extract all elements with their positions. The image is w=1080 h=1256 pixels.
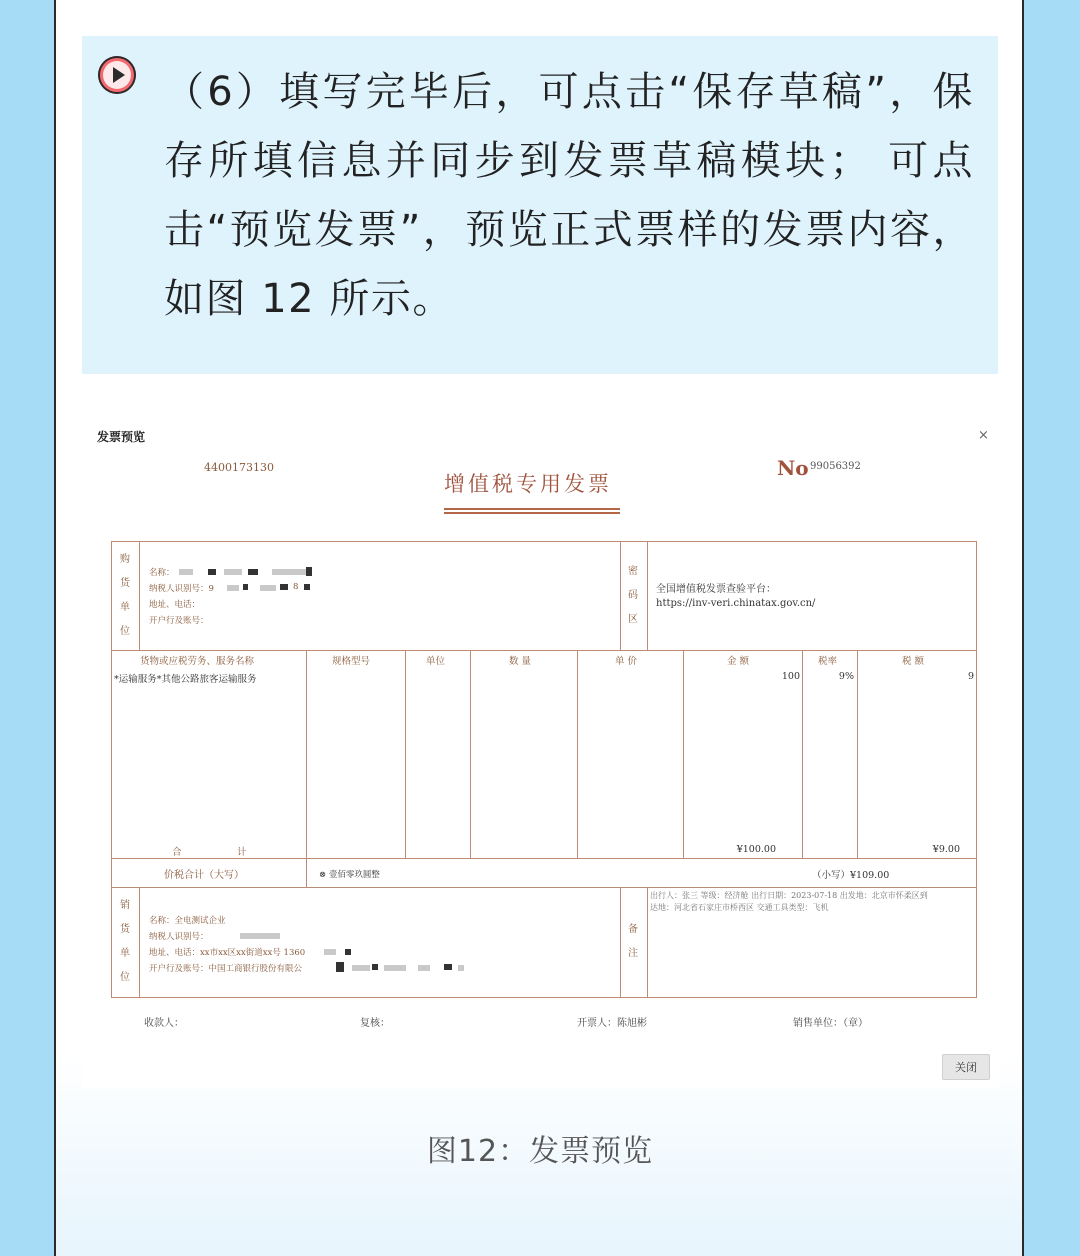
price-tax-small: （小写）¥109.00 [812, 870, 890, 881]
redacted-value [248, 569, 258, 575]
seller-address: 地址、电话：xx市xx区xx街道xx号 1360 [149, 948, 306, 958]
redacted-value [372, 964, 378, 970]
item-rate: 9% [838, 671, 854, 682]
redacted-value [458, 965, 464, 971]
close-icon[interactable]: × [978, 428, 989, 443]
redacted-value [384, 965, 406, 971]
redacted-value [345, 949, 351, 955]
buyer-name-label: 名称： [149, 568, 175, 578]
seller-stamp-label: 销售单位：（章） [793, 1018, 868, 1029]
total-label-1: 合 [172, 847, 182, 858]
invoice-title: 增值税专用发票 [444, 472, 612, 496]
buyer-tax-id-label: 纳税人识别号：9 [149, 584, 214, 594]
col-goods: 货物或应税劳务、服务名称 [140, 656, 255, 667]
reviewer-label: 复核： [360, 1018, 390, 1029]
redacted-value [324, 949, 336, 955]
col-amount: 金 额 [727, 656, 750, 667]
price-tax-words: ⊗ 壹佰零玖圆整 [319, 870, 380, 880]
redacted-value [306, 567, 312, 576]
col-qty: 数 量 [509, 656, 532, 667]
remarks-line-2: 达地：河北省石家庄市桥西区 交通工具类型：飞机 [650, 903, 829, 912]
remarks-side-label: 备 注 [628, 924, 638, 959]
dialog-title: 发票预览 [97, 430, 146, 444]
col-price: 单 价 [615, 656, 638, 667]
total-tax: ¥9.00 [932, 844, 960, 855]
seller-side-label: 销 货 单 位 [120, 900, 130, 983]
redacted-value [444, 964, 452, 970]
instruction-text: （6）填写完毕后，可点击“保存草稿”，保存所填信息并同步到发票草稿模块； 可点击“预览发票”，预览正式票样的发票内容，如图 12 所示。 [164, 69, 974, 322]
redacted-value [243, 584, 248, 590]
item-goods: *运输服务*其他公路旅客运输服务 [114, 674, 257, 685]
total-label-2: 计 [237, 847, 247, 858]
play-icon [98, 56, 136, 94]
col-spec: 规格型号 [332, 656, 371, 667]
total-amount: ¥100.00 [736, 844, 776, 855]
redacted-value [260, 585, 276, 591]
seller-tax-id-label: 纳税人识别号： [149, 932, 209, 942]
buyer-bank-label: 开户行及账号： [149, 616, 209, 626]
col-tax: 税 额 [902, 656, 925, 667]
remarks-line-1: 出行人：张三 等级：经济舱 出行日期：2023-07-18 出发地：北京市怀柔区到 [650, 891, 928, 900]
invoice-preview-screenshot [82, 408, 1000, 1088]
item-amount: 100 [781, 671, 800, 682]
redacted-value [336, 962, 344, 972]
redacted-value [280, 584, 288, 590]
title-underline [444, 512, 620, 514]
redacted-value [208, 569, 216, 575]
price-tax-label: 价税合计（大写） [164, 870, 244, 881]
invoice-no-mark: No [777, 456, 809, 480]
title-underline [444, 508, 620, 510]
cipher-side-label: 密 码 区 [628, 566, 638, 625]
redacted-value [240, 933, 280, 939]
redacted-value [272, 569, 306, 575]
redacted-value [227, 585, 239, 591]
col-unit: 单位 [426, 656, 446, 667]
seller-name: 名称：全电测试企业 [149, 916, 226, 926]
invoice-number: 99056392 [810, 461, 861, 472]
verify-platform-label: 全国增值税发票查验平台： [656, 584, 776, 595]
item-tax: 9 [967, 671, 974, 682]
close-button[interactable]: 关闭 [942, 1054, 990, 1080]
drawer-label: 开票人：陈旭彬 [577, 1018, 647, 1029]
redacted-value [179, 569, 193, 575]
redacted-value [304, 584, 310, 590]
redacted-value [352, 965, 370, 971]
verify-platform-url[interactable]: https://inv-veri.chinatax.gov.cn/ [656, 598, 816, 609]
buyer-side-label: 购 货 单 位 [120, 554, 130, 637]
buyer-address-label: 地址、电话： [149, 600, 201, 610]
seller-bank: 开户行及账号：中国工商银行股份有限公 [149, 964, 303, 974]
redacted-value [224, 569, 242, 575]
payee-label: 收款人： [144, 1018, 184, 1029]
invoice-code: 4400173130 [204, 461, 274, 474]
figure-caption: 图12：发票预览 [426, 1134, 654, 1169]
buyer-tax-id-tail: 8 [293, 582, 299, 592]
invoice-grid [111, 541, 977, 998]
col-rate: 税率 [818, 656, 838, 667]
redacted-value [418, 965, 430, 971]
